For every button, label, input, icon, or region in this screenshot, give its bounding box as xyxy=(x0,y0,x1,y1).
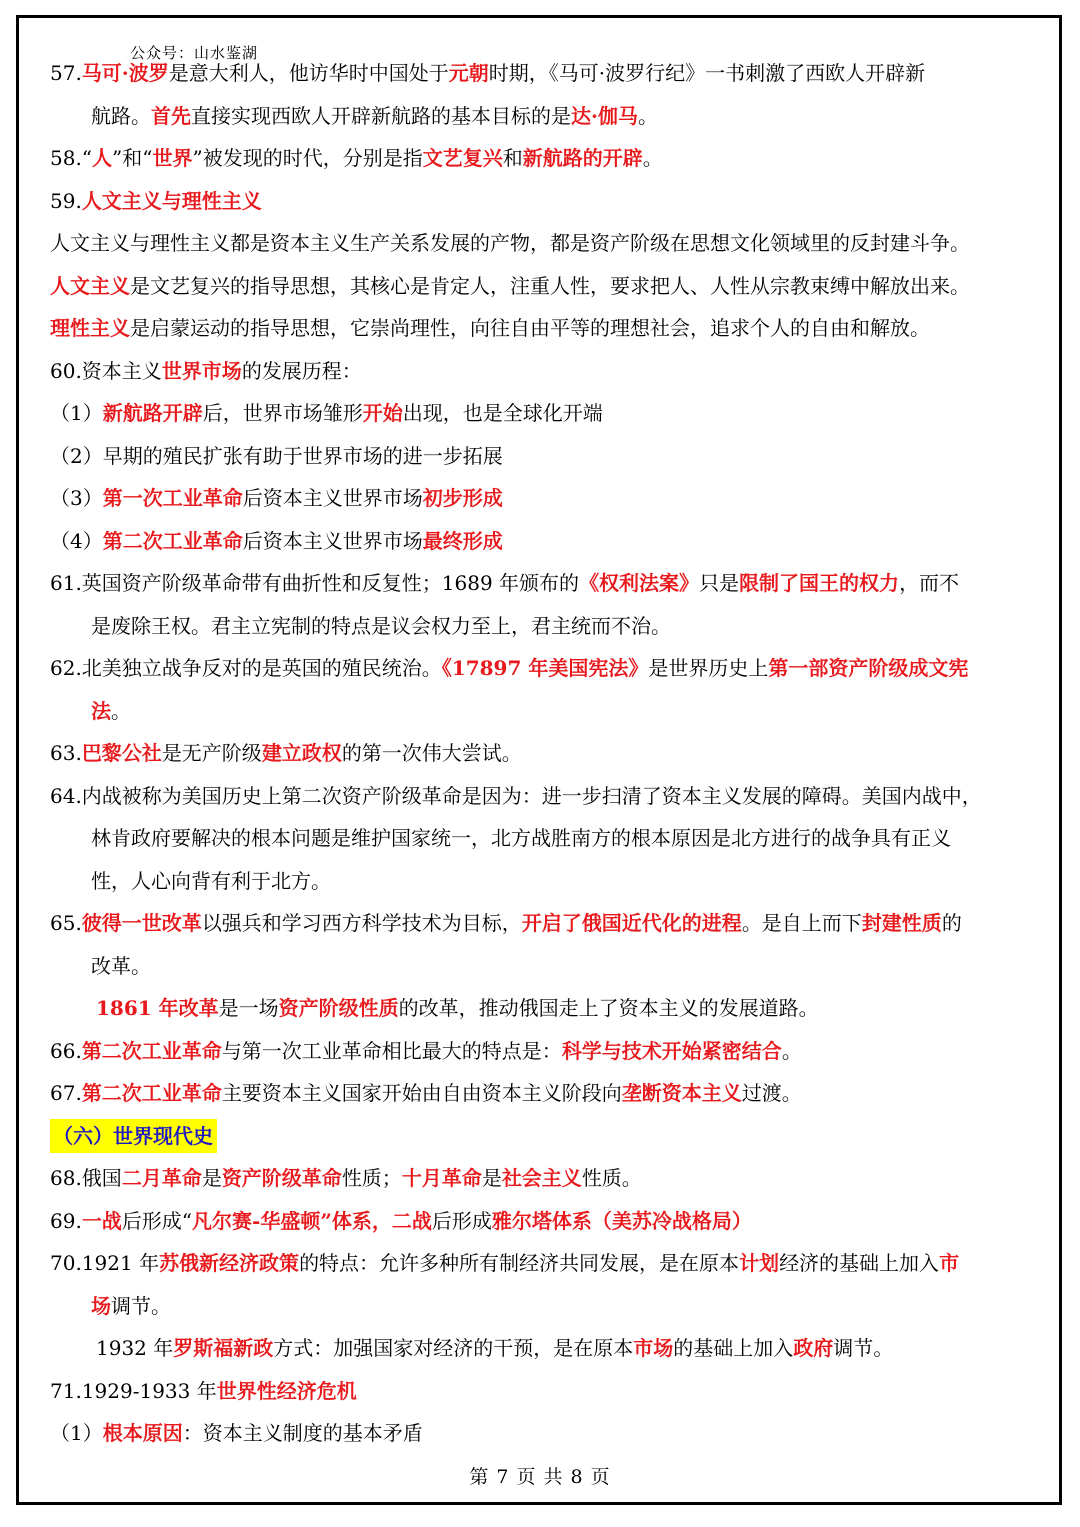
text: 的第一次伟大尝试。 xyxy=(341,741,522,765)
highlight-text: 彼得一世改革 xyxy=(81,911,202,935)
item-65-cont xyxy=(50,945,1050,988)
item-63 xyxy=(50,732,1050,775)
paragraph xyxy=(50,307,1050,350)
item-62 xyxy=(50,647,1050,690)
text: 和 xyxy=(502,146,523,170)
text: 69. xyxy=(50,1208,82,1233)
text: 后形成“ xyxy=(121,1208,193,1233)
text: 人文主义与理性主义都是资本主义生产关系发展的产物，都是资产阶级在思想文化领域里的反封建斗争。 xyxy=(50,231,970,255)
item-70-sub xyxy=(50,1327,1050,1370)
text: 的 xyxy=(941,911,962,935)
highlight-text: 垄断资本主义 xyxy=(621,1081,742,1105)
text: 性，人心向背有利于北方。 xyxy=(91,868,331,893)
highlight-text: 马可·波罗 xyxy=(81,61,169,85)
text: 经济的基础上加入 xyxy=(779,1251,940,1275)
text: 58.“ xyxy=(50,146,93,170)
text: 方式：加强国家对经济的干预，是在原本 xyxy=(273,1336,634,1360)
highlight-text: 初步形成 xyxy=(422,486,503,510)
text: 62.北美独立战争反对的是英国的殖民统治。 xyxy=(50,656,442,680)
highlight-text: 第二次工业革命 xyxy=(81,1038,222,1063)
text: 70.1921 年 xyxy=(50,1251,160,1275)
text: 63. xyxy=(50,741,82,765)
highlight-text: 计划 xyxy=(739,1251,780,1275)
text: 性质。 xyxy=(581,1166,642,1190)
watermark: 公众号：山水鉴湖 xyxy=(130,44,259,62)
text: 调节。 xyxy=(111,1293,171,1318)
highlight-text: 凡尔赛-华盛顿”体系，二战 xyxy=(192,1208,432,1233)
text: 过渡。 xyxy=(741,1081,802,1105)
text: 61.英国资产阶级革命带有曲折性和反复性；1689 年颁布的 xyxy=(50,571,580,595)
text: ”被发现的时代，分别是指 xyxy=(192,146,423,170)
highlight-text: 新航路的开辟 xyxy=(522,146,643,170)
item-59 xyxy=(50,180,1050,223)
text: 主要资本主义国家开始由自由资本主义阶段向 xyxy=(221,1081,622,1105)
paragraph xyxy=(50,222,1050,265)
list-item xyxy=(50,392,1050,435)
text: 与第一次工业革命相比最大的特点是： xyxy=(221,1038,562,1063)
highlight-text: 科学与技术开始紧密结合 xyxy=(561,1038,782,1063)
highlight-text: 理性主义 xyxy=(50,316,130,340)
item-69 xyxy=(50,1200,1050,1243)
text: 时期，《马可·波罗行纪》一书刺激了西欧人开辟新 xyxy=(488,61,926,85)
section-title: （六）世界现代史 xyxy=(50,1119,217,1153)
highlight-text: 首先 xyxy=(151,103,191,128)
text: 是文艺复兴的指导思想，其核心是肯定人，注重人性，要求把人、人性从宗教束缚中解放出来。 xyxy=(130,273,970,298)
text: 林肯政府要解决的根本问题是维护国家统一，北方战胜南方的根本原因是北方进行的战争具有正义 xyxy=(91,826,951,850)
item-67 xyxy=(50,1072,1050,1115)
text: 。 xyxy=(781,1038,802,1063)
highlight-text: 第二次工业革命 xyxy=(81,1081,222,1105)
text: 的发展历程： xyxy=(241,358,362,383)
highlight-text: 人文主义 xyxy=(50,273,130,298)
text: 出现，也是全球化开端 xyxy=(402,401,603,425)
list-item xyxy=(50,520,1050,563)
text: 的改革，推动俄国走上了资本主义的发展道路。 xyxy=(398,996,819,1020)
text: 是一场 xyxy=(218,996,279,1020)
text: 60.资本主义 xyxy=(50,358,162,383)
text: 改革。 xyxy=(91,953,151,978)
item-64-cont xyxy=(50,860,1050,903)
text: 是 xyxy=(201,1166,222,1190)
highlight-text: 法 xyxy=(91,698,111,723)
highlight-text: 开启了俄国近代化的进程 xyxy=(521,911,742,935)
text: ”和“ xyxy=(112,146,153,170)
highlight-text: 最终形成 xyxy=(422,528,503,553)
highlight-text: 罗斯福新政 xyxy=(173,1336,274,1360)
highlight-text: 政府 xyxy=(793,1336,834,1360)
item-65 xyxy=(50,902,1050,945)
text: 只是 xyxy=(699,571,740,595)
highlight-text: 《17897 年美国宪法》 xyxy=(441,656,649,680)
text: 是世界历史上 xyxy=(648,656,769,680)
highlight-text: 世界 xyxy=(152,146,193,170)
text: 是 xyxy=(481,1166,502,1190)
page-footer: 第 7 页 共 8 页 xyxy=(469,1466,611,1488)
text: 68.俄国 xyxy=(50,1166,122,1190)
document-body xyxy=(50,52,1050,1455)
item-58 xyxy=(50,137,1050,180)
text: 是无产阶级 xyxy=(161,741,262,765)
item-70-cont xyxy=(50,1285,1050,1328)
text: 性质； xyxy=(341,1166,402,1190)
highlight-text: 人 xyxy=(92,146,113,170)
highlight-text: 雅尔塔体系（美苏冷战格局） xyxy=(491,1208,752,1233)
text: 的基础上加入 xyxy=(673,1336,794,1360)
text: 以强兵和学习西方科学技术为目标， xyxy=(201,911,522,935)
item-64-cont xyxy=(50,817,1050,860)
text: 。 xyxy=(642,146,663,170)
text: 后资本主义世界市场 xyxy=(242,486,423,510)
text: 直接实现西欧人开辟新航路的基本目标的是 xyxy=(191,103,571,128)
text: 57. xyxy=(50,61,82,85)
text: 是启蒙运动的指导思想，它崇尚理性，向往自由平等的理想社会，追求个人的自由和解放。 xyxy=(130,316,930,340)
text: 是意大利人，他访华时中国处于 xyxy=(168,61,449,85)
highlight-text: 巴黎公社 xyxy=(81,741,162,765)
item-62-cont xyxy=(50,690,1050,733)
text: 。是自上而下 xyxy=(741,911,862,935)
item-68 xyxy=(50,1157,1050,1200)
text: 后资本主义世界市场 xyxy=(242,528,423,553)
highlight-text: 二月革命 xyxy=(121,1166,202,1190)
text: （1） xyxy=(50,401,103,425)
highlight-text: 市 xyxy=(939,1251,960,1275)
item-57-cont xyxy=(50,95,1050,138)
text: （2）早期的殖民扩张有助于世界市场的进一步拓展 xyxy=(50,443,503,468)
highlight-text: 苏俄新经济政策 xyxy=(159,1251,300,1275)
item-70 xyxy=(50,1242,1050,1285)
item-65-sub xyxy=(50,987,1050,1030)
text: 。 xyxy=(637,103,658,128)
highlight-text: 第一次工业革命 xyxy=(102,486,243,510)
text: 调节。 xyxy=(833,1336,894,1360)
highlight-text: 十月革命 xyxy=(401,1166,482,1190)
highlight-text: 限制了国王的权力 xyxy=(739,571,900,595)
text: （4） xyxy=(50,528,103,553)
text: 是废除王权。君主立宪制的特点是议会权力至上，君主统而不治。 xyxy=(91,613,671,638)
highlight-text: 达·伽马 xyxy=(571,103,638,128)
highlight-text: 社会主义 xyxy=(501,1166,582,1190)
highlight-text: 世界市场 xyxy=(161,358,242,383)
highlight-text: 第二次工业革命 xyxy=(102,528,243,553)
text: （3） xyxy=(50,486,103,510)
highlight-text: 一战 xyxy=(81,1208,122,1233)
text: 67. xyxy=(50,1081,82,1105)
text: 65. xyxy=(50,911,82,935)
list-item xyxy=(50,477,1050,520)
text: 71.1929-1933 年 xyxy=(50,1378,217,1403)
text: ：资本主义制度的基本矛盾 xyxy=(182,1421,423,1445)
text: 的特点：允许多种所有制经济共同发展，是在原本 xyxy=(299,1251,740,1275)
paragraph xyxy=(50,265,1050,308)
item-60 xyxy=(50,350,1050,393)
highlight-text: 文艺复兴 xyxy=(422,146,503,170)
highlight-text: 新航路开辟 xyxy=(102,401,203,425)
highlight-text: 第一部资产阶级成文宪 xyxy=(768,656,969,680)
item-71 xyxy=(50,1370,1050,1413)
highlight-text: 根本原因 xyxy=(102,1421,183,1445)
item-57 xyxy=(50,52,1050,95)
text: 航路。 xyxy=(91,103,151,128)
text: 59. xyxy=(50,188,82,213)
text: 。 xyxy=(111,698,131,723)
highlight-text: 世界性经济危机 xyxy=(216,1378,357,1403)
highlight-text: 资产阶级革命 xyxy=(221,1166,342,1190)
highlight-text: 封建性质 xyxy=(861,911,942,935)
highlight-text: 《权利法案》 xyxy=(579,571,700,595)
text: ，而不 xyxy=(899,571,960,595)
highlight-text: 场 xyxy=(91,1293,111,1318)
item-64 xyxy=(50,775,1050,818)
text: 64.内战被称为美国历史上第二次资产阶级革命是因为：进一步扫清了资本主义发展的障碍。美国内战中， xyxy=(50,783,982,808)
highlight-text: 1861 年改革 xyxy=(96,996,219,1020)
highlight-text: 元朝 xyxy=(448,61,489,85)
text: 后形成 xyxy=(431,1208,492,1233)
item-61-cont xyxy=(50,605,1050,648)
section-heading xyxy=(50,1115,1050,1158)
highlight-text: 开始 xyxy=(362,401,403,425)
highlight-text: 资产阶级性质 xyxy=(278,996,399,1020)
highlight-text: 人文主义与理性主义 xyxy=(81,188,262,213)
list-item xyxy=(50,1412,1050,1455)
highlight-text: 市场 xyxy=(633,1336,674,1360)
text: 1932 年 xyxy=(96,1336,174,1360)
item-66 xyxy=(50,1030,1050,1073)
text: 66. xyxy=(50,1038,82,1063)
list-item xyxy=(50,435,1050,478)
item-61 xyxy=(50,562,1050,605)
text: （1） xyxy=(50,1421,103,1445)
highlight-text: 建立政权 xyxy=(261,741,342,765)
text: 后，世界市场雏形 xyxy=(202,401,363,425)
